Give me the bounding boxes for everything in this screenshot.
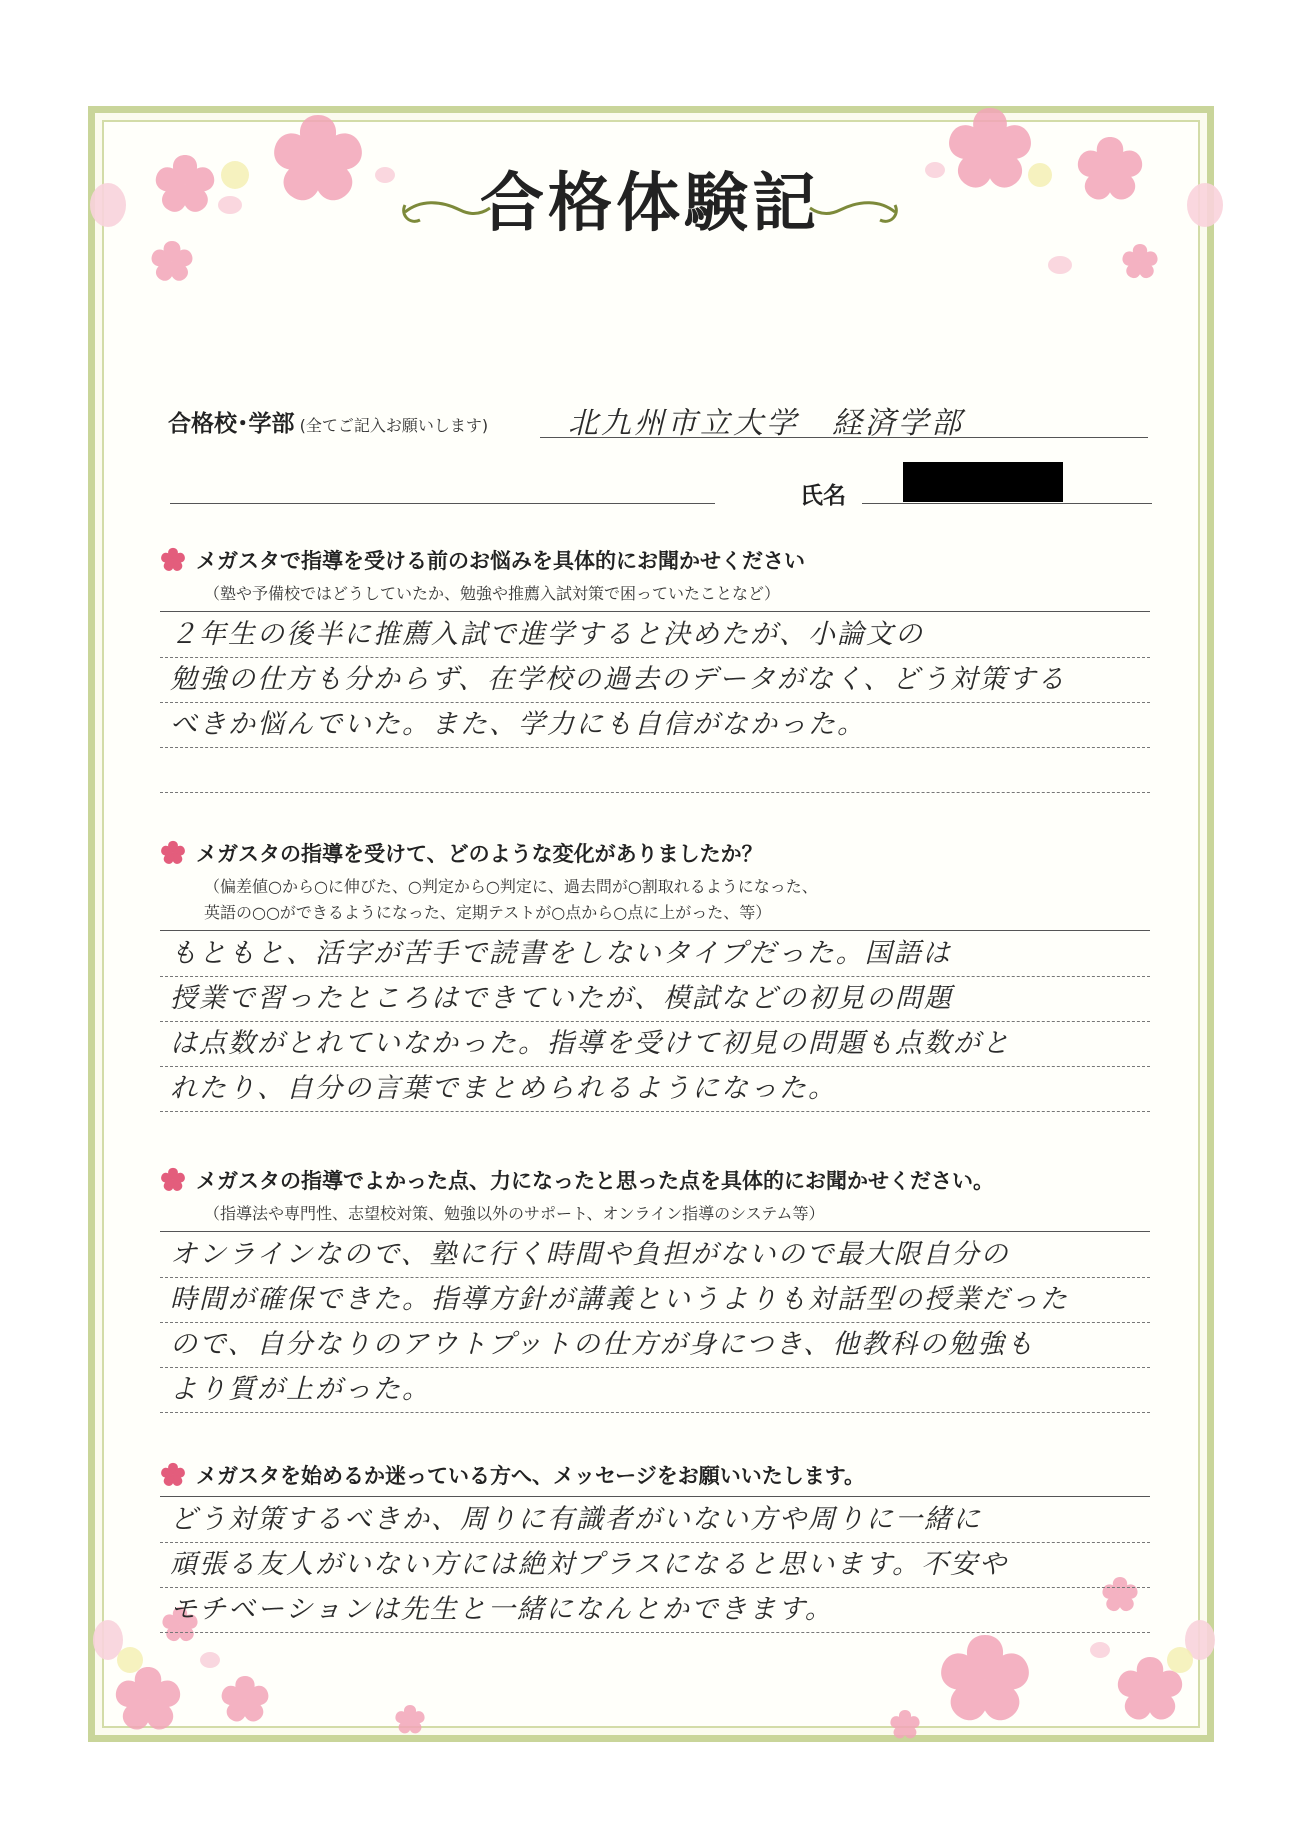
school-label-group — [168, 405, 488, 438]
answer-line: どう対策するべきか、周りに有識者がいない方や周りに一緒に — [160, 1498, 1150, 1543]
answer-line: 勉強の仕方も分からず、在学校の過去のデータがなく、どう対策する — [160, 658, 1150, 703]
section-2-note: （偏差値○から○に伸びた、○判定から○判定に、過去問が○割取れるようになった、 — [204, 877, 818, 896]
school-note: (全てご記入お願いします) — [299, 416, 489, 435]
name-redaction — [903, 462, 1063, 502]
school-label: 合格校･学部 — [168, 411, 295, 437]
sakura-icon — [160, 547, 186, 573]
section-3-question: メガスタの指導でよかった点、力になったと思った点を具体的にお聞かせください。 — [196, 1169, 994, 1193]
answer-line: ２年生の後半に推薦入試で進学すると決めたが、小論文の — [160, 613, 1150, 658]
answer-line: べきか悩んでいた。また、学力にも自信がなかった。 — [160, 703, 1150, 748]
answer-line: れたり、自分の言葉でまとめられるようになった。 — [160, 1067, 1150, 1112]
section-2-divider — [160, 930, 1150, 931]
section-2-heading — [160, 838, 763, 868]
answer-line: ので、自分なりのアウトプットの仕方が身につき、他教科の勉強も — [160, 1323, 1150, 1368]
school-value: 北九州市立大学 経済学部 — [568, 406, 964, 441]
section-1-note: （塾や予備校ではどうしていたか、勉強や推薦入試対策で困っていたことなど） — [204, 584, 781, 603]
section-1-question: メガスタで指導を受ける前のお悩みを具体的にお聞かせください — [196, 549, 805, 573]
answer-line: より質が上がった。 — [160, 1368, 1150, 1413]
section-3-heading — [160, 1165, 994, 1195]
section-1-divider — [160, 611, 1150, 612]
school-underline — [540, 437, 1148, 438]
section-2-question: メガスタの指導を受けて、どのような変化がありましたか？ — [196, 842, 763, 866]
section-3-divider — [160, 1231, 1150, 1232]
answer-line: 時間が確保できた。指導方針が講義というよりも対話型の授業だった — [160, 1278, 1150, 1323]
answer-line — [160, 748, 1150, 793]
answer-line: モチベーションは先生と一緒になんとかできます。 — [160, 1588, 1150, 1633]
blank-underline — [170, 503, 715, 504]
section-4-heading — [160, 1460, 865, 1490]
name-underline — [862, 503, 1152, 504]
name-label: 氏名 — [800, 483, 846, 509]
answer-line: オンラインなので、塾に行く時間や負担がないので最大限自分の — [160, 1233, 1150, 1278]
section-2-note: 英語の○○ができるようになった、定期テストが○点から○点に上がった、等） — [204, 903, 772, 922]
sakura-icon — [160, 1167, 186, 1193]
section-4-question: メガスタを始めるか迷っている方へ、メッセージをお願いいたします。 — [196, 1464, 866, 1488]
answer-line: もともと、活字が苦手で読書をしないタイプだった。国語は — [160, 932, 1150, 977]
section-4-divider — [160, 1496, 1150, 1497]
section-3-note: （指導法や専門性、志望校対策、勉強以外のサポート、オンライン指導のシステム等） — [204, 1204, 825, 1223]
page-title: 合格体験記 — [480, 166, 820, 241]
sakura-icon — [160, 1462, 186, 1488]
section-1-heading — [160, 545, 805, 575]
answer-line: 授業で習ったところはできていたが、模試などの初見の問題 — [160, 977, 1150, 1022]
answer-line: は点数がとれていなかった。指導を受けて初見の問題も点数がと — [160, 1022, 1150, 1067]
answer-line: 頑張る友人がいない方には絶対プラスになると思います。不安や — [160, 1543, 1150, 1588]
sakura-icon — [160, 840, 186, 866]
